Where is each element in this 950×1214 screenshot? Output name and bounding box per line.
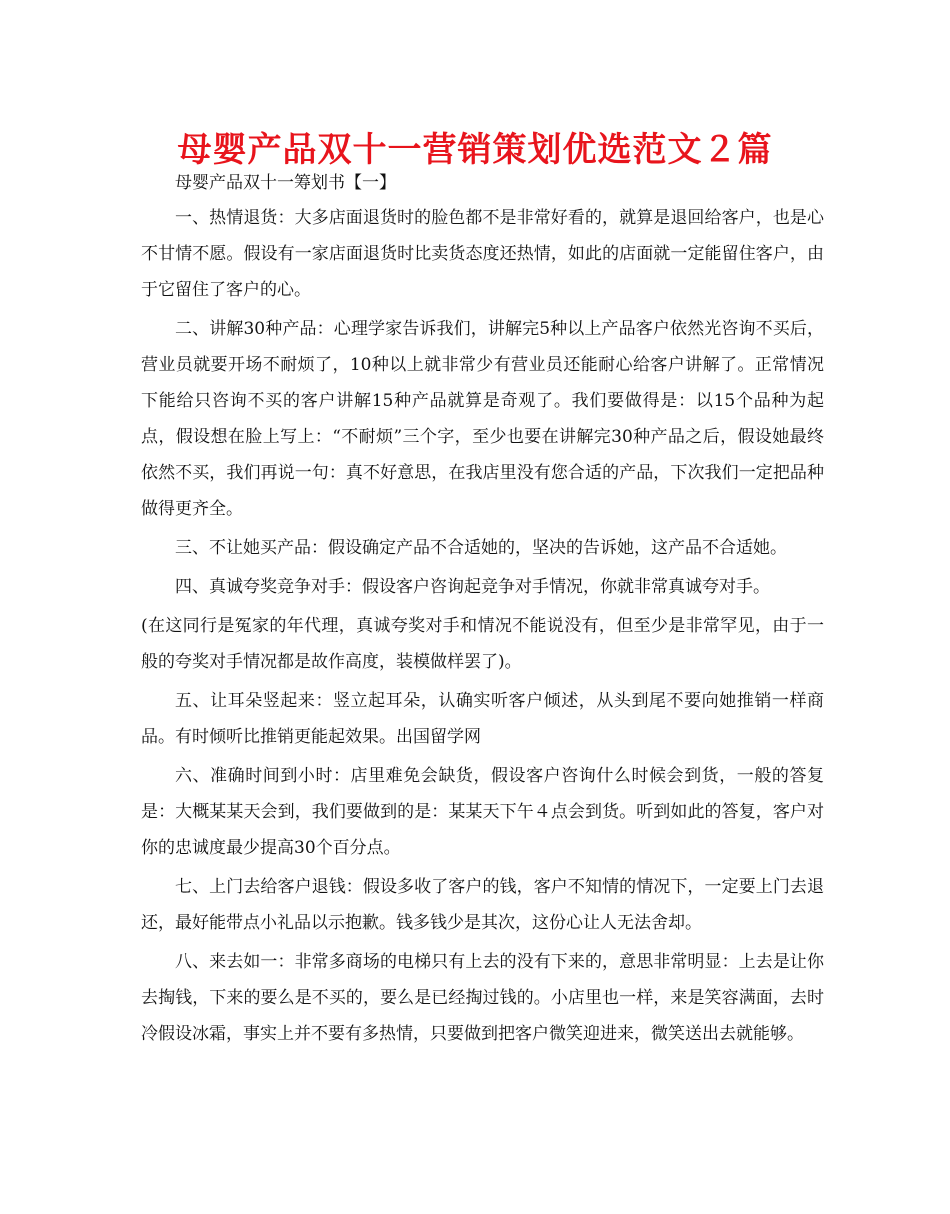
document-subtitle: 母婴产品双十一筹划书【一】 — [175, 173, 396, 193]
paragraph-3: 三、不让她买产品：假设确定产品不合适她的，坚决的告诉她，这产品不合适她。 — [175, 538, 787, 558]
paragraph-7: 七、上门去给客户退钱：假设多收了客户的钱，客户不知情的情况下，一定要上门去退还，最好能带点小礼品以示抱歉。钱多钱少是其次，这份心让人无法舍却。 — [141, 877, 824, 933]
document-title: 母婴产品双十一营销策划优选范文２篇 — [177, 130, 773, 170]
paragraph-6: 六、准确时间到小时：店里难免会缺货，假设客户咨询什么时候会到货，一般的答复是：大概某某天会到，我们要做到的是：某某天下午４点会到货。听到如此的答复，客户对你的忠诚度最少提高30个百分点。 — [141, 766, 824, 858]
paragraph-1: 一、热情退货：大多店面退货时的脸色都不是非常好看的，就算是退回给客户，也是心不甘情不愿。假设有一家店面退货时比卖货态度还热情，如此的店面就一定能留住客户，由于它留住了客户的心。 — [141, 208, 824, 300]
paragraph-8: 八、来去如一：非常多商场的电梯只有上去的没有下来的，意思非常明显：上去是让你去掏钱，下来的要么是不买的，要么是已经掏过钱的。小店里也一样，来是笑容满面，去时冷假设冰霜，事实上并不要有多热情，只要做到把客户微笑迎进来，微笑送出去就能够。 — [141, 952, 824, 1044]
paragraph-2: 二、讲解30种产品：心理学家告诉我们，讲解完5种以上产品客户依然光咨询不买后，营业员就要开场不耐烦了，10种以上就非常少有营业员还能耐心给客户讲解了。正常情况下能给只咨询不买的客户讲解15种产品就算是奇观了。我们要做得是：以15个品种为起点，假设想在脸上写上：“不耐烦”三个字，至少也要在讲解完30种产品之后，假设她最终依然不买，我们再说一句：真不好意思，在我店里没有您合适的产品，下次我们一定把品种做得更齐全。 — [141, 319, 824, 519]
paragraph-5: 五、让耳朵竖起来：竖立起耳朵，认确实听客户倾述，从头到尾不要向她推销一样商品。有时倾听比推销更能起效果。出国留学网 — [141, 691, 824, 747]
paragraph-4-note: (在这同行是冤家的年代理，真诚夸奖对手和情况不能说没有，但至少是非常罕见，由于一般的夸奖对手情况都是故作高度，装模做样罢了)。 — [141, 616, 824, 672]
document-body — [141, 200, 824, 1055]
paragraph-4: 四、真诚夸奖竞争对手：假设客户咨询起竞争对手情况，你就非常真诚夸对手。 — [175, 577, 770, 597]
